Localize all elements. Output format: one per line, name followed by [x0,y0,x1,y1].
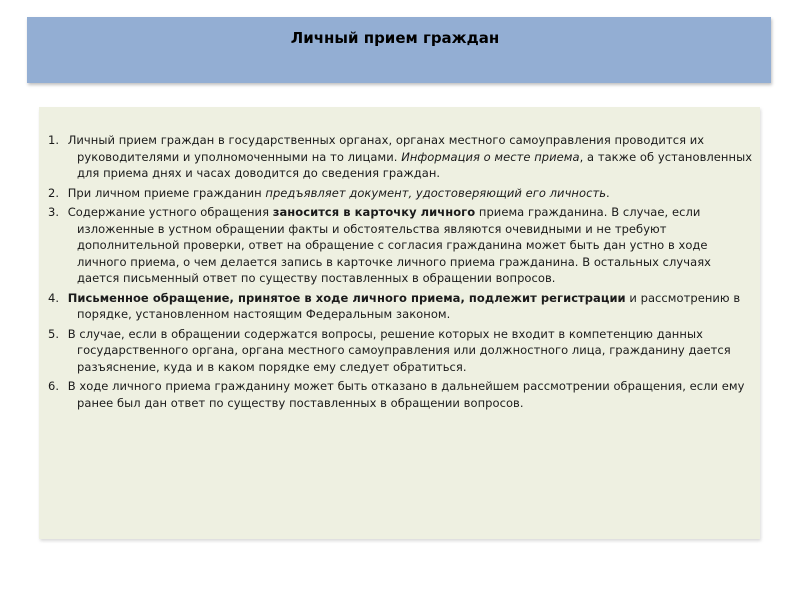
item-text-italic: предъявляет документ, удостоверяющий его личность [265,185,607,200]
item-number: 2. [48,185,60,200]
item-text: При личном приеме гражданин [64,185,266,200]
item-text: и рассмотрению в порядке, установленном настоящим Федеральным законом. [77,290,741,321]
rules-list [48,132,754,414]
list-item [48,185,754,202]
item-number: 6. [48,379,60,393]
item-text: В ходе личного приема гражданину может быть отказано в дальнейшем рассмотрении обращения, если ему ранее был дан ответ по существу поставленных в обращении вопросов. [64,379,745,410]
item-text: Личный прием граждан в государственных органах, органах местного самоуправления проводится их руководителями и уполномоченными на то лицами. [64,133,705,164]
item-number: 1. [48,133,60,147]
list-item [48,204,754,287]
item-text-italic: Информация о месте приема [401,149,580,164]
content-box [39,107,760,539]
list-item [48,132,754,182]
item-text: В случае, если в обращении содержатся вопросы, решение которых не входит в компетенцию данных государственного органа, органа местного самоуправления или должностного лица, гражданину дается разъяснение, куда и в каком порядке ему следует обратиться. [64,326,731,374]
item-text: , а также об установленных для приема днях и часах доводится до сведения граждан. [77,149,753,180]
item-number: 5. [48,326,60,341]
item-text: приема гражданина. В случае, если изложенные в устном обращении факты и обстоятельства являются очевидными и не требуют дополнительной проверки, ответ на обращение с согласия гражданина может быть дан устно в ходе личного приема, о чем делается запись в карточке личного приема гражданина. В остальных случаях дается письменный ответ по существу поставленных в обращении вопросов. [77,205,712,285]
title-bar [27,17,771,83]
slide-title: Личный прием граждан [290,29,500,47]
list-item [48,378,754,411]
item-text-bold: заносится в карточку личного [272,205,476,219]
list-item [48,326,754,376]
item-number: 4. [48,290,60,305]
item-text: . [606,185,610,200]
item-text: Содержание устного обращения [64,205,273,219]
list-item [48,290,754,323]
item-text-bold: Письменное обращение, принятое в ходе личного приема, подлежит регистрации [67,290,626,305]
item-number: 3. [48,205,60,219]
